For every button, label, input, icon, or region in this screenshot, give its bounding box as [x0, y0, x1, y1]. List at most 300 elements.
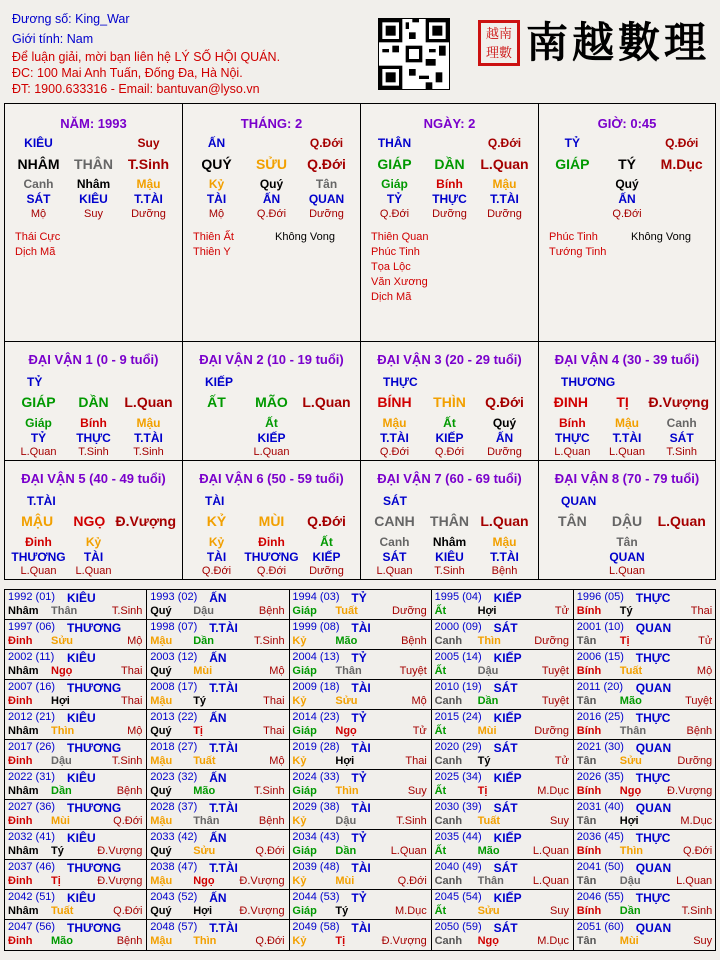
dai-van-title: ĐẠI VẬN 3 (20 - 29 tuổi) [377, 352, 522, 367]
dai-van-hidden-stems-value: Bính [559, 416, 586, 430]
year-label: 2017 (26) [8, 741, 56, 753]
dai-van-hidden-stems [367, 535, 532, 549]
pillar-hidden-gods-value [545, 192, 600, 206]
dai-van-stem-branch-value: MẬU [21, 513, 54, 529]
year-branch: Tị [193, 725, 203, 737]
year-stem: Mậu [150, 635, 173, 647]
year-branch: Tý [51, 845, 64, 857]
year-branch: Tị [335, 935, 346, 947]
year-stem: Kỷ [292, 755, 307, 767]
year-god: TỶ [351, 651, 367, 665]
year-cell [432, 650, 574, 680]
dai-van-hidden-gods-value: THƯƠNG [244, 550, 299, 564]
year-god: ẤN [209, 591, 227, 605]
year-cell [432, 920, 574, 950]
year-branch: Sửu [335, 695, 358, 707]
dai-van-god: T.TÀI [27, 494, 56, 508]
year-label: 2018 (27) [150, 741, 198, 753]
year-stage: Q.Đới [255, 935, 285, 947]
year-cell [147, 770, 289, 800]
year-stem: Mậu [150, 815, 173, 827]
pillar-hidden-gods-value: TÀI [206, 192, 227, 206]
year-god: THƯƠNG [67, 861, 122, 875]
dai-van-stages-value [299, 446, 354, 458]
dai-van-hidden-gods [11, 550, 176, 564]
year-stem: Đinh [8, 635, 33, 647]
year-label: 2048 (57) [150, 921, 198, 933]
pillar-god [367, 136, 532, 150]
year-label: 2050 (59) [434, 921, 482, 933]
dai-van-5 [5, 461, 183, 580]
dai-van-stages [189, 446, 354, 458]
dai-van-stages-value: Q.Đới [256, 565, 287, 577]
year-stage: Thai [120, 695, 143, 707]
pillar-stem-branch [11, 156, 176, 172]
year-cell [5, 860, 147, 890]
pillar-god-value: ẤN [207, 136, 226, 150]
pillar-hidden-gods-value: TỶ [386, 192, 403, 206]
dai-van-hidden-gods-value: ẤN [495, 431, 514, 445]
year-cell [147, 710, 289, 740]
year-stem: Kỷ [292, 815, 307, 827]
dai-van-stem-branch-value: ĐINH [553, 394, 588, 410]
year-god: THƯƠNG [67, 741, 122, 755]
year-branch: Dần [335, 845, 357, 857]
year-stage: Bệnh [686, 725, 713, 737]
dai-van-hidden-stems-value: Mậu [382, 416, 407, 430]
pillar-god-value [66, 136, 121, 150]
year-stem: Giáp [292, 605, 317, 617]
year-stem: Giáp [292, 845, 317, 857]
year-stem: Quý [150, 665, 172, 677]
year-cell [574, 860, 716, 890]
year-stem: Canh [434, 815, 463, 827]
year-label: 2015 (24) [434, 711, 482, 723]
year-branch: Tý [335, 905, 349, 917]
year-stage: L.Quan [390, 845, 427, 857]
dai-van-hidden-gods-value: TỶ [30, 431, 47, 445]
dai-van-title: ĐẠI VẬN 8 (70 - 79 tuổi) [554, 471, 700, 486]
year-label: 2036 (45) [576, 831, 624, 843]
dai-van-god: KIẾP [205, 375, 234, 389]
year-cell [5, 800, 147, 830]
year-branch: Tuất [335, 605, 358, 617]
year-label: 2042 (51) [8, 891, 56, 903]
pillar-hidden-stems-value: Quý [615, 177, 639, 191]
dai-van-hidden-stems-value: Giáp [25, 416, 52, 430]
pillar-hidden-stems-value: Mậu [136, 177, 161, 191]
year-label: 2010 (19) [434, 681, 482, 693]
year-god: THỰC [635, 591, 671, 605]
year-stem: Kỷ [292, 695, 307, 707]
year-label: 2024 (33) [292, 771, 340, 783]
year-branch: Ngọ [477, 935, 499, 947]
pillar-stem-branch-value: DẦN [434, 156, 465, 172]
year-stage: Bệnh [116, 785, 143, 797]
year-branch: Mão [477, 845, 500, 857]
dai-van-stem-branch-value: GIÁP [21, 394, 56, 410]
dai-van-stages-value: T.Sinh [434, 565, 465, 577]
year-stem: Đinh [8, 935, 33, 947]
year-branch: Tuất [51, 905, 74, 917]
year-stage: T.Sinh [111, 755, 143, 767]
star-item: Không Vong [631, 231, 691, 243]
year-stem: Ất [434, 605, 447, 617]
year-stage: Đ.Vượng [239, 905, 285, 917]
year-label: 2006 (15) [576, 651, 624, 663]
owner-name: Đương số: King_War [12, 12, 130, 26]
dai-van-stages-value: T.Sinh [666, 446, 697, 458]
year-god: ẤN [209, 891, 227, 905]
year-stem: Kỷ [292, 635, 307, 647]
dai-van-stages [11, 446, 176, 458]
year-stem: Canh [434, 635, 463, 647]
pillar-stages [11, 208, 176, 220]
dai-van-hidden-gods [189, 431, 354, 445]
year-stage: Suy [407, 785, 427, 797]
pillar-stem-branch [367, 156, 532, 172]
pillar-god-value [422, 136, 477, 150]
year-cell [289, 650, 431, 680]
year-cell [289, 710, 431, 740]
year-cell [147, 890, 289, 920]
year-branch: Mão [335, 635, 358, 647]
pillar-2 [361, 104, 539, 342]
pillar-hidden-stems-value [654, 177, 709, 191]
pillar-hidden-stems-value: Quý [259, 177, 284, 191]
dai-van-god: SÁT [383, 494, 407, 508]
dai-van-stem-branch-value: L.Quan [480, 513, 529, 529]
pillar-stages-value: Dưỡng [487, 208, 522, 220]
year-god: T.TÀI [209, 621, 238, 635]
dai-van-stem-branch-value: TÂN [557, 513, 587, 529]
dai-van-stages-value: L.Quan [376, 565, 413, 577]
year-cell [147, 860, 289, 890]
dai-van-hidden-gods-value: KIẾP [312, 550, 341, 564]
pillar-god [545, 136, 709, 150]
year-cell [574, 800, 716, 830]
year-label: 2043 (52) [150, 891, 198, 903]
year-label: 2044 (53) [292, 891, 340, 903]
year-cell [5, 590, 147, 620]
year-god: SÁT [493, 801, 518, 815]
year-cell [574, 740, 716, 770]
pillar-hidden-stems-value [545, 177, 600, 191]
year-stem: Đinh [8, 875, 33, 887]
year-label: 2016 (25) [576, 711, 624, 723]
year-stem: Đinh [8, 755, 33, 767]
dai-van-hidden-gods-value: THỰC [555, 431, 590, 445]
year-branch: Dần [51, 785, 72, 797]
year-stage: Q.Đới [682, 845, 713, 857]
year-god: KIẾP [493, 591, 522, 605]
year-label: 1996 (05) [576, 591, 624, 603]
dai-van-stages [11, 565, 176, 577]
year-god: THỰC [635, 771, 671, 785]
dai-van-hidden-stems [11, 416, 176, 430]
pillar-hidden-gods [189, 192, 354, 206]
dai-van-hidden-gods-value: TÀI [83, 550, 104, 564]
contact-text: Để luận giải, mời bạn liên hệ LÝ SỐ HỘI QUÁN. [12, 50, 281, 64]
pillar-stem-branch-value: GIÁP [377, 156, 412, 172]
year-god: QUAN [635, 741, 672, 755]
dai-van-stem-branch-value: THÂN [430, 513, 469, 529]
dai-van-stem-branch [545, 513, 709, 529]
year-stage: Tử [698, 635, 713, 647]
dai-van-stem-branch-value: L.Quan [657, 513, 706, 529]
year-label: 2021 (30) [576, 741, 624, 753]
year-cell [147, 920, 289, 950]
year-stem: Bính [576, 665, 602, 677]
year-label: 2034 (43) [292, 831, 340, 843]
pillar-god-value: Q.Đới [487, 136, 522, 150]
year-stem: Mậu [150, 755, 173, 767]
dai-van-god: THƯƠNG [561, 375, 616, 389]
year-god: KIÊU [67, 831, 96, 845]
year-cell [432, 800, 574, 830]
year-cell [5, 650, 147, 680]
pillar-stem-branch-value: QUÝ [201, 156, 232, 172]
year-branch: Tuất [619, 665, 643, 677]
dai-van-hidden-gods-value: THƯƠNG [11, 550, 66, 564]
dai-van-hidden-stems [189, 535, 354, 549]
year-god: T.TÀI [209, 801, 238, 815]
year-stage: M.Dục [537, 935, 569, 947]
year-branch: Hợi [619, 815, 639, 827]
pillar-stages [189, 208, 354, 220]
year-stage: T.Sinh [681, 905, 713, 917]
dai-van-hidden-stems-value: Bính [80, 416, 107, 430]
year-branch: Thìn [193, 935, 217, 947]
dai-van-3 [361, 342, 539, 461]
year-branch: Hợi [193, 905, 213, 917]
dai-van-stem-branch-value: DẬU [611, 513, 643, 529]
pillar-hidden-gods-value [654, 192, 709, 206]
year-branch: Thìn [335, 785, 359, 797]
year-cell [432, 620, 574, 650]
year-branch: Hợi [51, 695, 70, 707]
pillar-stages-value: Dưỡng [309, 208, 344, 220]
pillar-stars-extra [275, 230, 335, 245]
dai-van-stem-branch-value: ẤT [207, 394, 226, 410]
year-branch: Mão [619, 695, 642, 707]
pillar-hidden-stems-value: Bính [436, 177, 463, 191]
year-label: 2014 (23) [292, 711, 340, 723]
year-branch: Dậu [193, 605, 214, 617]
year-stem: Canh [434, 695, 463, 707]
year-stem: Bính [576, 605, 602, 617]
year-stem: Kỷ [292, 935, 307, 947]
year-label: 1999 (08) [292, 621, 340, 633]
year-stage: T.Sinh [254, 785, 285, 797]
year-god: TÀI [351, 801, 371, 815]
year-god: KIẾP [493, 711, 522, 725]
year-branch: Thân [193, 815, 220, 827]
pillar-stem-branch [189, 156, 354, 172]
year-god: SÁT [493, 741, 518, 755]
year-label: 2038 (47) [150, 861, 198, 873]
dai-van-stem-branch-value: L.Quan [302, 394, 351, 410]
year-cell [432, 740, 574, 770]
year-god: SÁT [493, 681, 518, 695]
year-stage: Tuyệt [541, 695, 569, 707]
year-stage: Thai [690, 605, 713, 617]
year-branch: Thìn [619, 845, 644, 857]
dai-van-hidden-gods-value: SÁT [382, 550, 407, 564]
pillar-stem-branch-value: TÝ [618, 156, 636, 172]
year-god: KIẾP [493, 771, 522, 785]
year-cell [574, 830, 716, 860]
year-stage: Dưỡng [534, 635, 569, 647]
dai-van-stages-value: L.Quan [20, 446, 57, 458]
year-stem: Canh [434, 875, 463, 887]
year-stage: T.Sinh [396, 815, 427, 827]
dai-van-stem-branch-value: CANH [374, 513, 415, 529]
star-item: Phúc Tinh [371, 246, 420, 258]
year-cell [147, 590, 289, 620]
pillar-god-value: Q.Đới [665, 136, 699, 150]
year-stem: Mậu [150, 875, 173, 887]
dai-van-hidden-gods [367, 550, 532, 564]
year-cell [289, 590, 431, 620]
year-cell [432, 890, 574, 920]
pillar-stars [549, 230, 606, 260]
dai-van-stages-value: L.Quan [608, 446, 646, 458]
year-cell [289, 740, 431, 770]
year-branch: Mùi [51, 815, 70, 827]
year-god: ẤN [209, 651, 227, 665]
year-label: 2035 (44) [434, 831, 482, 843]
dai-van-hidden-stems [545, 535, 709, 549]
year-branch: Hợi [477, 605, 497, 617]
year-cell [147, 740, 289, 770]
dai-van-stem-branch [367, 513, 532, 529]
year-branch: Sửu [477, 905, 500, 917]
dai-van-hidden-stems-value: Kỷ [208, 535, 225, 549]
year-stem: Nhâm [8, 605, 39, 617]
year-label: 2032 (41) [8, 831, 56, 843]
pillar-title: NĂM: 1993 [60, 116, 127, 131]
pillar-hidden-stems [11, 177, 176, 191]
year-stem: Bính [576, 725, 602, 737]
year-stem: Nhâm [8, 785, 39, 797]
year-stem: Giáp [292, 785, 317, 797]
year-branch: Dậu [477, 665, 499, 677]
year-stem: Đinh [8, 815, 33, 827]
year-god: QUAN [635, 921, 672, 935]
year-label: 1992 (01) [8, 591, 56, 603]
dai-van-hidden-stems-value: Mậu [136, 416, 161, 430]
year-cell [5, 620, 147, 650]
year-branch: Mão [51, 935, 73, 947]
qr-code[interactable] [378, 18, 450, 90]
year-branch: Mão [193, 785, 216, 797]
dai-van-god: QUAN [561, 494, 597, 508]
year-god: SÁT [493, 921, 518, 935]
pillar-stem-branch-value: NHÂM [17, 156, 60, 172]
dai-van-hidden-gods [11, 431, 176, 445]
star-item: Thiên Ất [193, 231, 234, 243]
dai-van-god: THỰC [383, 375, 418, 389]
year-cell [432, 770, 574, 800]
pillar-stem-branch-value: T.Sinh [127, 156, 170, 172]
year-stage: Đ.Vượng [239, 875, 285, 887]
pillar-hidden-stems-value: Tân [315, 177, 338, 191]
pillar-stem-branch [545, 156, 709, 172]
dai-van-hidden-gods-value: QUAN [609, 550, 645, 564]
dai-van-hidden-gods [545, 431, 709, 445]
dai-van-stem-branch-value: NGỌ [73, 513, 106, 529]
year-god: THƯƠNG [67, 681, 122, 695]
year-cell [432, 680, 574, 710]
year-stem: Ất [434, 905, 447, 917]
year-stage: M.Dục [395, 905, 427, 917]
year-label: 1994 (03) [292, 591, 340, 603]
pillar-god-value: Suy [137, 136, 160, 150]
annual-years-table [4, 589, 716, 951]
year-cell [147, 830, 289, 860]
year-cell [432, 590, 574, 620]
star-item: Dịch Mã [371, 291, 412, 303]
year-label: 2041 (50) [576, 861, 624, 873]
year-label: 2009 (18) [292, 681, 340, 693]
year-label: 2023 (32) [150, 771, 198, 783]
dai-van-stages [545, 446, 709, 458]
year-stage: L.Quan [532, 845, 569, 857]
year-stem: Kỷ [292, 875, 307, 887]
year-cell [574, 590, 716, 620]
year-stem: Bính [576, 785, 602, 797]
year-stage: Bệnh [258, 815, 285, 827]
year-god: KIÊU [67, 711, 96, 725]
year-god: KIẾP [493, 831, 522, 845]
year-cell [432, 860, 574, 890]
pillar-hidden-stems-value: Kỷ [208, 177, 225, 191]
dai-van-stages-value: L.Quan [20, 565, 57, 577]
dai-van-stages-value: L.Quan [75, 565, 112, 577]
dai-van-stages-value: Q.Đới [434, 446, 465, 458]
dai-van-hidden-gods [367, 431, 532, 445]
year-stem: Giáp [292, 725, 317, 737]
pillar-3 [539, 104, 715, 342]
dai-van-stem-branch [11, 513, 176, 529]
year-branch: Thân [477, 875, 504, 887]
year-branch: Sửu [619, 755, 642, 767]
pillar-stages-value: Suy [84, 208, 103, 220]
year-cell [147, 650, 289, 680]
dai-van-1 [5, 342, 183, 461]
year-stage: Tử [412, 725, 427, 737]
pillar-hidden-stems-value: Canh [23, 177, 54, 191]
year-label: 2007 (16) [8, 681, 56, 693]
pillar-stages-value: Q.Đới [379, 208, 410, 220]
dai-van-stem-branch-value: TỊ [616, 394, 629, 410]
year-label: 2051 (60) [576, 921, 624, 933]
year-cell [289, 620, 431, 650]
dai-van-stages-value: L.Quan [608, 565, 646, 577]
year-god: TÀI [351, 741, 371, 755]
dai-van-stem-branch-value: Q.Đới [307, 513, 346, 529]
dai-van-stages-value [545, 565, 600, 577]
dai-van-hidden-stems-value: Tân [616, 535, 638, 549]
year-stem: Nhâm [8, 845, 39, 857]
year-label: 2028 (37) [150, 801, 198, 813]
year-stem: Ất [434, 845, 447, 857]
year-god: THƯƠNG [67, 621, 122, 635]
year-label: 2026 (35) [576, 771, 624, 783]
year-label: 2013 (22) [150, 711, 198, 723]
dai-van-hidden-gods-value: SÁT [669, 431, 694, 445]
